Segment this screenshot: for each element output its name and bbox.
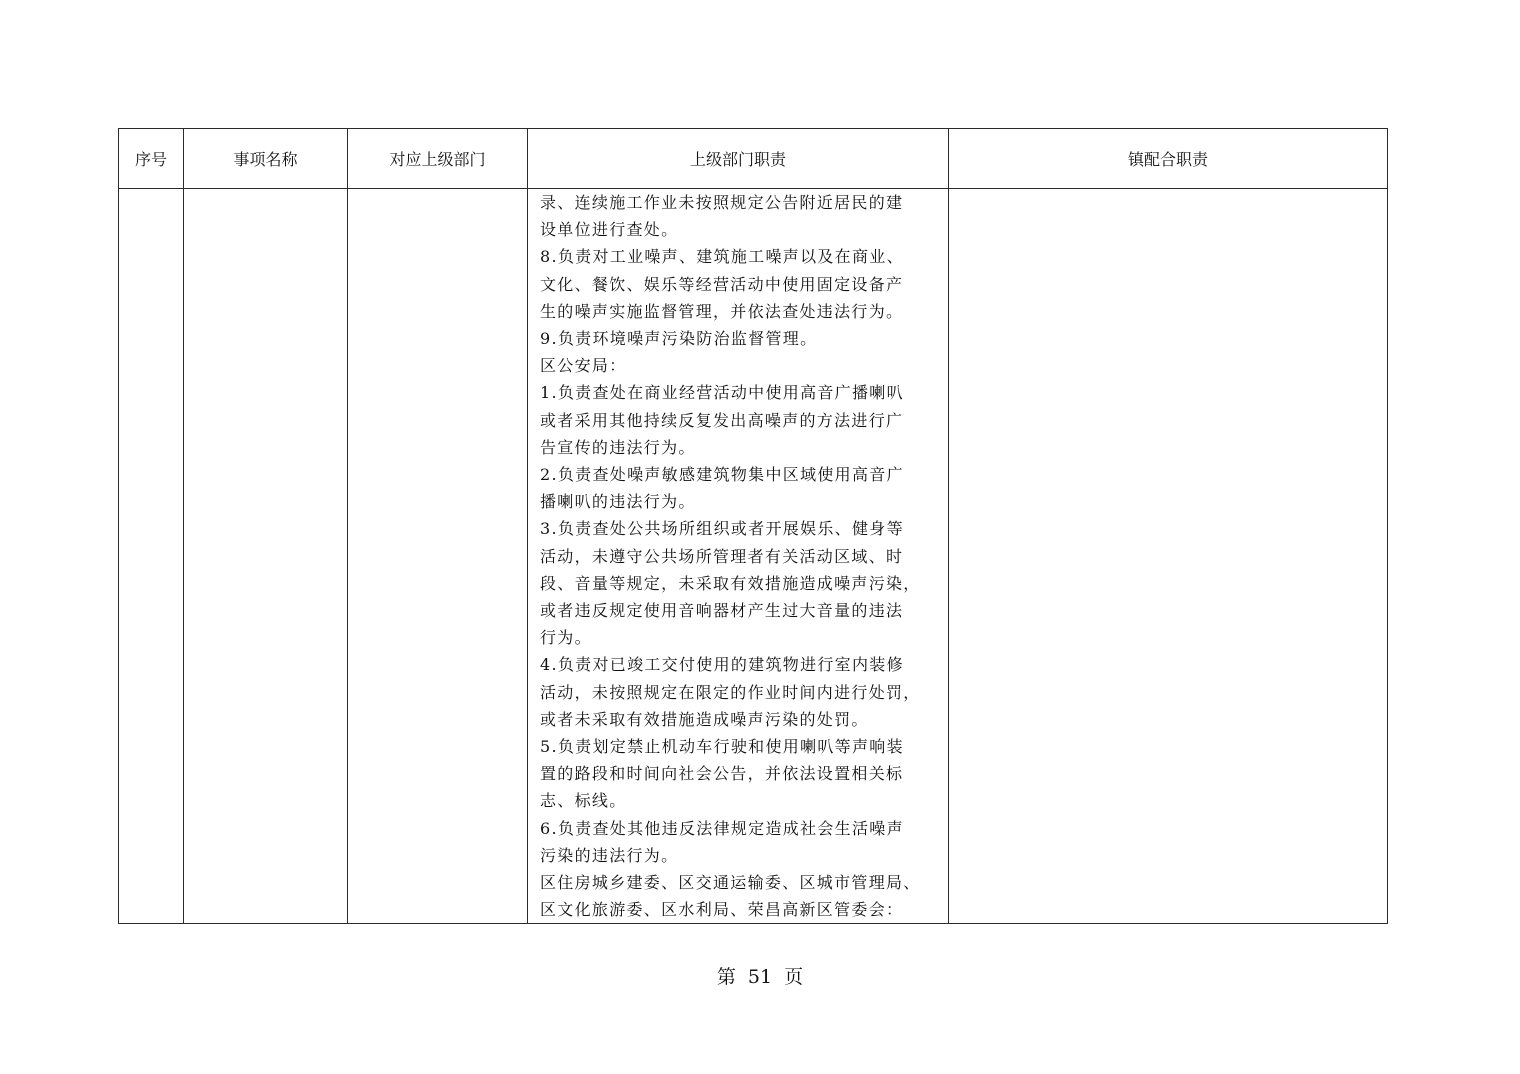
duty-line: 段、音量等规定，未采取有效措施造成噪声污染，	[540, 573, 921, 593]
duty-table	[118, 128, 1388, 924]
header-superior-duty: 上级部门职责	[528, 129, 949, 189]
cell-superior-dept	[348, 189, 528, 924]
duty-line: 2.负责查处噪声敏感建筑物集中区域使用高音广	[540, 465, 904, 485]
duty-line: 区文化旅游委、区水利局、荣昌高新区管委会：	[540, 900, 904, 920]
cell-item-name	[184, 189, 348, 924]
duty-line: 行为。	[540, 628, 592, 648]
cell-superior-duty	[528, 189, 949, 924]
cell-seq	[119, 189, 184, 924]
duty-line: 志、标线。	[540, 791, 627, 811]
duty-line: 活动，未按照规定在限定的作业时间内进行处罚，	[540, 682, 921, 702]
duty-line: 区住房城乡建委、区交通运输委、区城市管理局、	[540, 873, 921, 893]
table-row	[119, 189, 1388, 924]
header-superior-dept: 对应上级部门	[348, 129, 528, 189]
duty-line: 或者未采取有效措施造成噪声污染的处罚。	[540, 709, 869, 729]
duty-line: 6.负责查处其他违反法律规定造成社会生活噪声	[540, 818, 904, 838]
duty-line: 污染的违法行为。	[540, 845, 679, 865]
header-seq: 序号	[119, 129, 184, 189]
duty-line: 1.负责查处在商业经营活动中使用高音广播喇叭	[540, 383, 904, 403]
duty-line: 录、连续施工作业未按照规定公告附近居民的建	[540, 193, 904, 212]
header-item-name: 事项名称	[184, 129, 348, 189]
duty-line: 活动，未遵守公共场所管理者有关活动区域、时	[540, 546, 904, 566]
cell-town-duty	[949, 189, 1388, 924]
duty-line: 播喇叭的违法行为。	[540, 492, 696, 512]
duty-text-block	[528, 189, 948, 923]
duty-line: 区公安局：	[540, 356, 627, 376]
page-number: 第 51 页	[716, 966, 804, 988]
duty-line: 或者采用其他持续反复发出高噪声的方法进行广	[540, 410, 904, 430]
duty-line: 9.负责环境噪声污染防治监督管理。	[540, 329, 818, 349]
duty-line: 设单位进行查处。	[540, 220, 679, 240]
duty-line: 5.负责划定禁止机动车行驶和使用喇叭等声响装	[540, 737, 904, 757]
duty-line: 3.负责查处公共场所组织或者开展娱乐、健身等	[540, 519, 904, 539]
duty-line: 置的路段和时间向社会公告，并依法设置相关标	[540, 764, 904, 784]
header-town-duty: 镇配合职责	[949, 129, 1388, 189]
duty-line: 文化、餐饮、娱乐等经营活动中使用固定设备产	[540, 274, 904, 294]
duty-line: 生的噪声实施监督管理，并依法查处违法行为。	[540, 301, 904, 321]
duty-line: 4.负责对已竣工交付使用的建筑物进行室内装修	[540, 655, 904, 675]
table-header-row	[119, 129, 1388, 189]
duty-line: 告宣传的违法行为。	[540, 437, 696, 457]
duty-line: 8.负责对工业噪声、建筑施工噪声以及在商业、	[540, 247, 904, 267]
duty-line: 或者违反规定使用音响器材产生过大音量的违法	[540, 601, 904, 621]
